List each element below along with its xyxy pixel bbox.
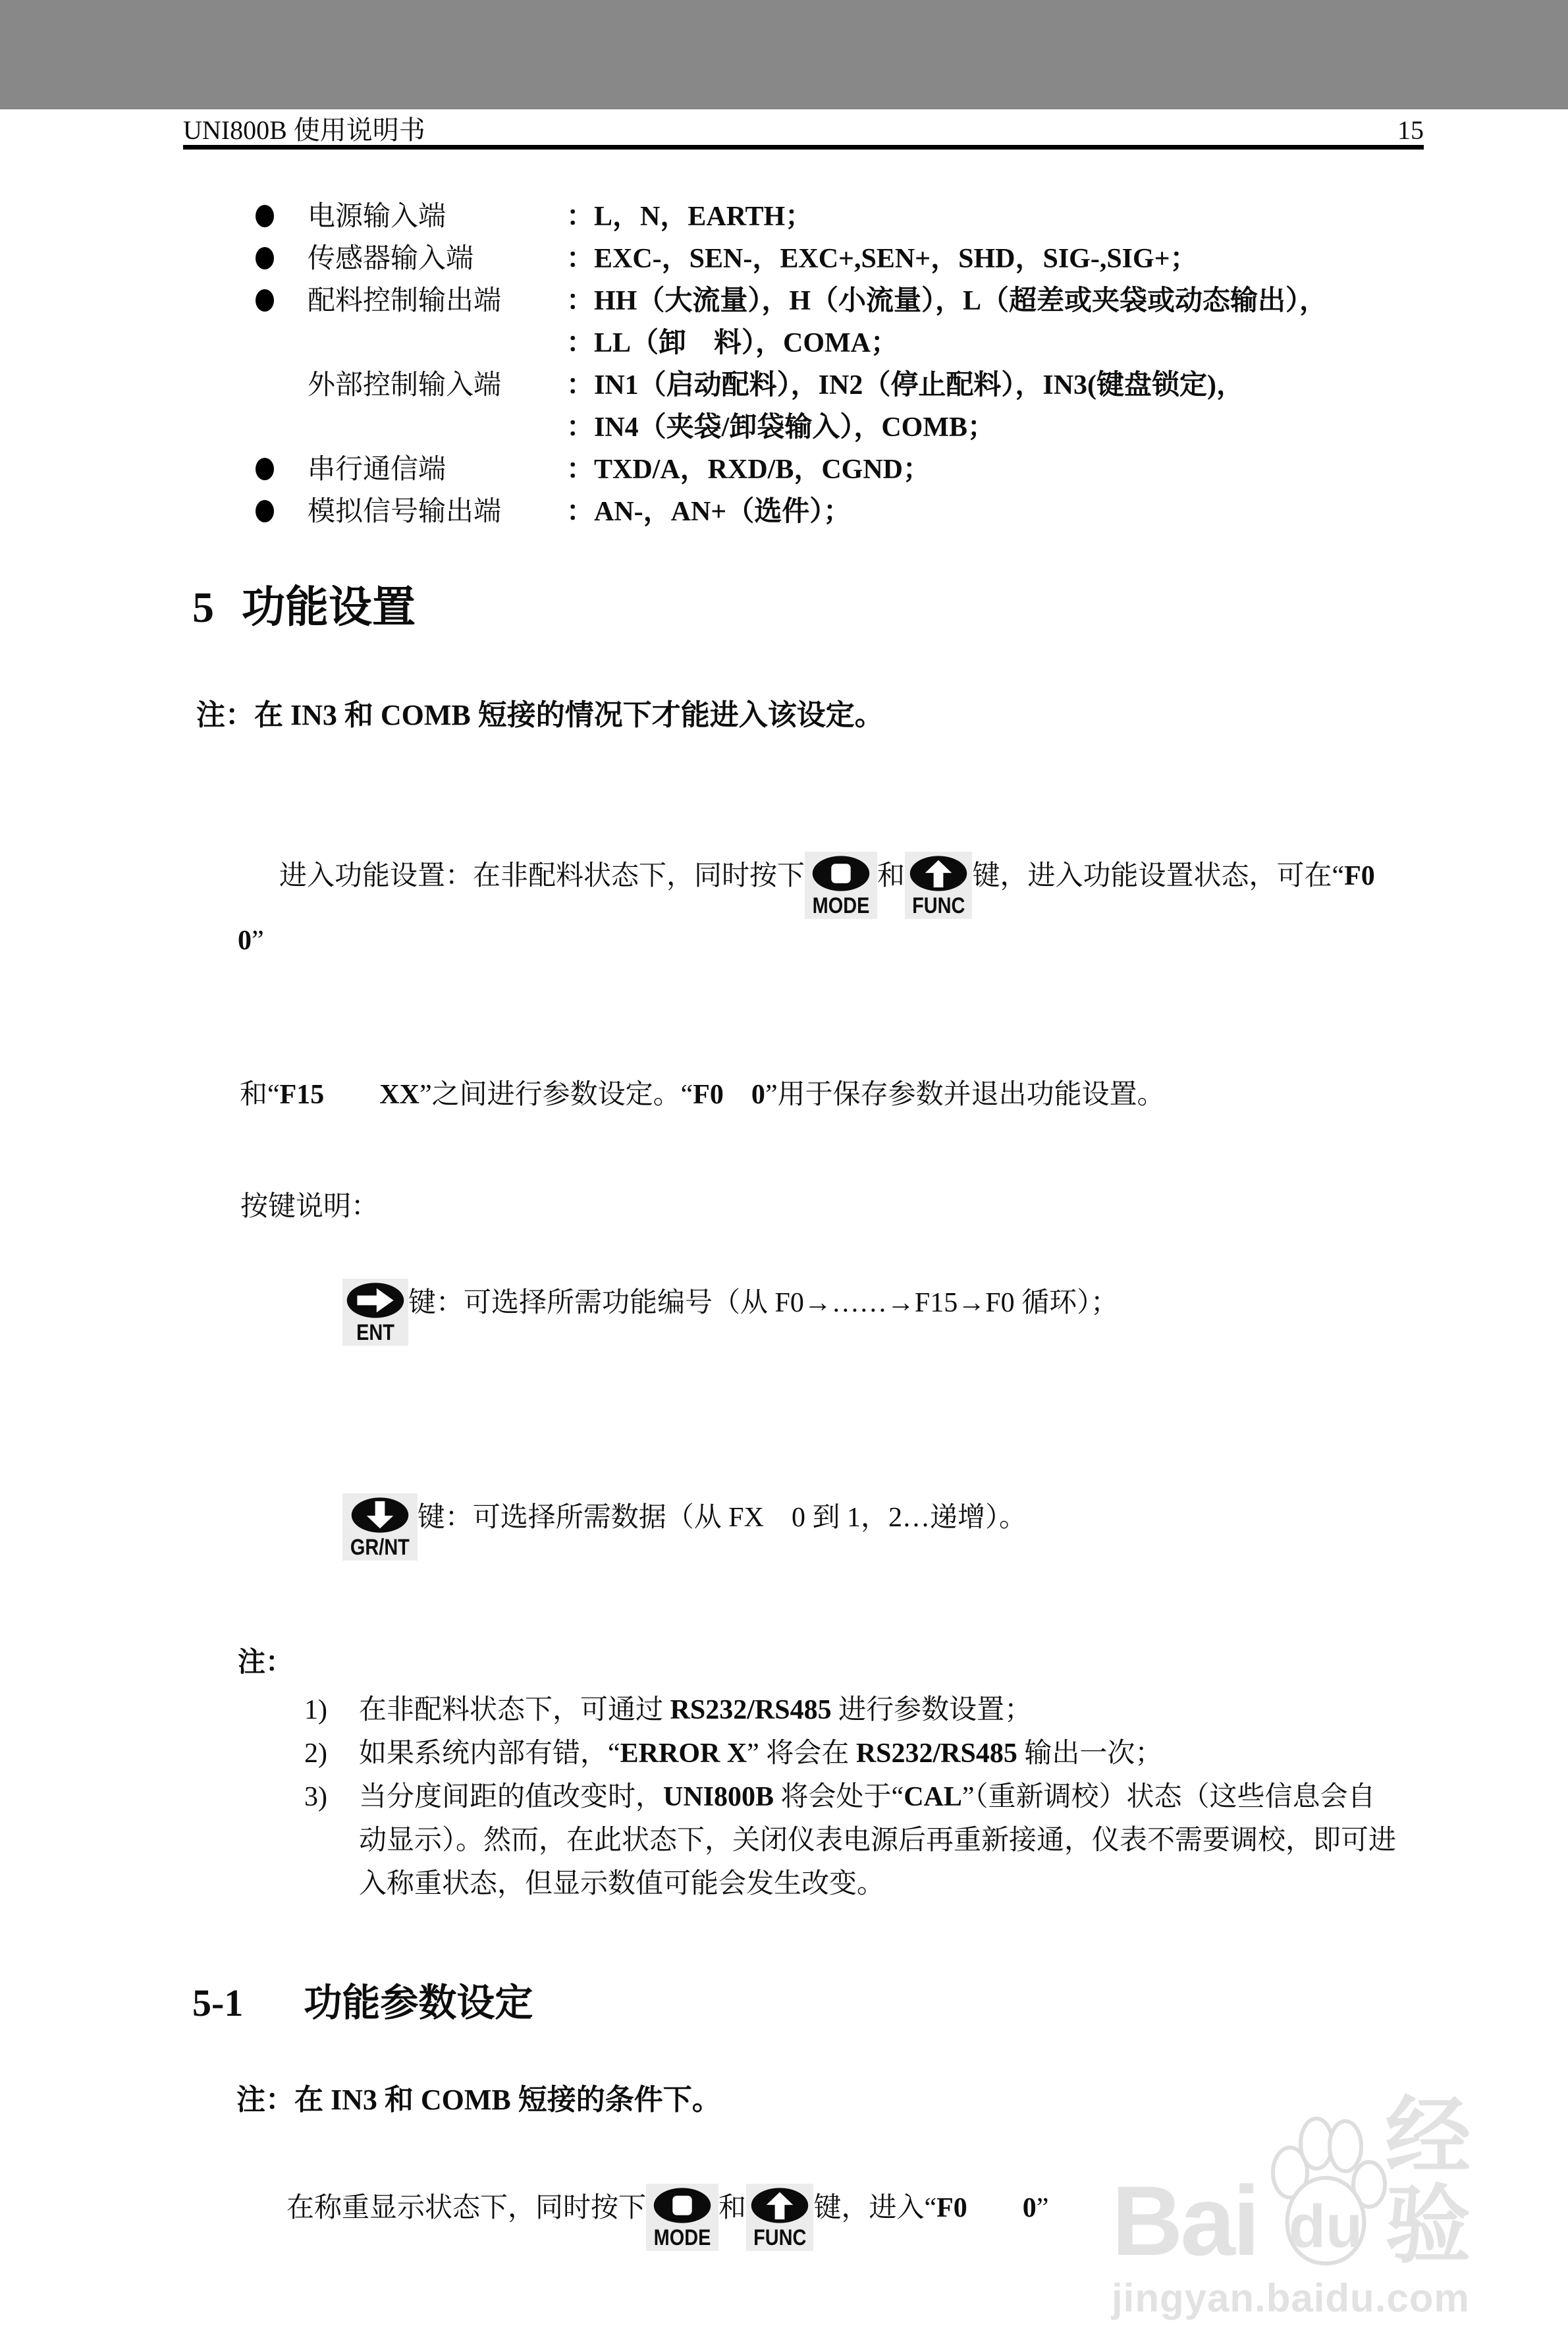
manual-page	[0, 109, 1568, 2328]
list-item	[183, 279, 1424, 321]
paragraph-line: 进入功能设置：在非配料状态下，同时按下 MODE 和 FUNC 键，进入功能设置状态，可在“F0 0”	[183, 808, 1424, 1006]
arrow-up-icon	[749, 2186, 810, 2225]
section-5-heading	[183, 582, 1424, 634]
grnt-key-label: GR/NT	[350, 1535, 410, 1560]
list-item	[183, 447, 1424, 489]
bullet-icon	[256, 289, 274, 312]
terminal-label: 配料控制输出端	[308, 286, 502, 316]
list-item	[183, 489, 1424, 532]
terminal-value: ：TXD/A，RXD/B，CGND；	[566, 455, 931, 485]
list-item	[183, 405, 1424, 447]
terminal-value: ：EXC-，SEN-，EXC+,SEN+，SHD，SIG-,SIG+；	[566, 244, 1198, 274]
mode-key	[646, 2184, 718, 2251]
bullet-icon	[256, 247, 274, 269]
arrow-right-icon	[345, 1281, 406, 1319]
ent-key	[342, 1279, 408, 1346]
func-key	[905, 852, 972, 919]
mode-key	[805, 852, 877, 919]
page-header	[183, 109, 1424, 145]
page-number: 15	[1397, 115, 1424, 145]
notes-list	[183, 1688, 1424, 1906]
mode-square-icon	[811, 854, 871, 893]
section-5-1-heading	[183, 1980, 1424, 2027]
section-5-1-note: 注：在 IN3 和 COMB 短接的条件下。	[236, 2084, 721, 2116]
ent-key-line	[183, 1235, 1424, 1389]
terminal-value: ：IN4（夹袋/卸袋输入），COMB；	[566, 412, 996, 443]
keys-heading: 按键说明：	[240, 1192, 379, 1222]
note-item: 1) 在非配料状态下，可通过 RS232/RS485 进行参数设置；	[183, 1688, 1424, 1732]
grnt-key	[342, 1493, 418, 1561]
terminal-value: ：AN-，AN+（选件）；	[566, 497, 852, 527]
bullet-icon	[256, 500, 274, 522]
watermark-du-text: du	[1289, 2193, 1363, 2260]
list-item	[183, 321, 1424, 363]
mode-square-icon	[652, 2186, 713, 2225]
note-item: 3) 当分度间距的值改变时，UNI800B 将会处于“CAL”（重新调校）状态（这些信息会自 动显示）。然而，在此状态下，关闭仪表电源后再重新接通，仪表不需要调校，即可进 入称重状态，但显示数值可能会发生改变。	[183, 1775, 1424, 1906]
doc-title: UNI800B 使用说明书	[183, 115, 425, 145]
note-number: 3)	[304, 1782, 327, 1812]
arrow-up-icon	[908, 854, 969, 893]
baidu-paw-icon	[1252, 2112, 1390, 2270]
terminal-label: 串行通信端	[308, 455, 446, 485]
terminal-label: 模拟信号输出端	[308, 497, 502, 527]
bullet-icon	[256, 458, 274, 480]
terminal-value: ：LL（卸 料），COMA；	[566, 328, 899, 358]
watermark-url: jingyan.baidu.com	[1112, 2276, 1470, 2320]
grnt-key-desc: 键：可选择所需数据（从 FX 0 到 1，2…递增）。	[417, 1503, 1027, 1533]
list-item	[183, 363, 1424, 405]
terminal-label: 外部控制输入端	[308, 370, 502, 401]
terminal-value: ：IN1（启动配料），IN2（停止配料），IN3(键盘锁定)，	[566, 370, 1245, 401]
ent-key-label: ENT	[356, 1320, 394, 1345]
bullet-icon	[256, 205, 274, 227]
section-title: 功能参数设定	[304, 1982, 533, 2024]
note-number: 2)	[304, 1738, 327, 1769]
baidu-jingyan-watermark	[1112, 2088, 1507, 2320]
terminal-label: 传感器输入端	[308, 244, 474, 274]
paragraph-line: 和“F15 XX”之间进行参数设定。“F0 0”用于保存参数并退出功能设置。	[240, 1080, 1165, 1110]
arrow-down-icon	[350, 1496, 410, 1534]
list-item	[183, 236, 1424, 279]
terminal-value: ：HH（大流量），H（小流量），L（超差或夹袋或动态输出），	[566, 286, 1328, 316]
grnt-key-line	[183, 1450, 1424, 1604]
ent-key-desc: 键：可选择所需功能编号（从 F0→……→F15→F0 循环）；	[408, 1288, 1119, 1318]
func-key-label: FUNC	[912, 893, 965, 918]
section-5-note: 注：在 IN3 和 COMB 短接的情况下才能进入该设定。	[196, 699, 884, 731]
section-title: 功能设置	[242, 584, 416, 632]
terminal-label: 电源输入端	[308, 202, 446, 232]
mode-key-label: MODE	[812, 893, 870, 918]
terminal-list	[183, 194, 1424, 532]
mode-key-label: MODE	[653, 2225, 711, 2250]
note-item: 2) 如果系统内部有错，“ERROR X” 将会在 RS232/RS485 输出一次；	[183, 1732, 1424, 1775]
section-number: 5-1	[192, 1982, 244, 2024]
func-key-label: FUNC	[753, 2225, 807, 2250]
func-key	[746, 2184, 813, 2251]
watermark-brand-latin: Bai	[1112, 2165, 1258, 2276]
list-item	[183, 194, 1424, 236]
terminal-value: ：L，N，EARTH；	[566, 202, 813, 232]
notes-heading: 注：	[238, 1648, 294, 1678]
watermark-brand-cn: 经验	[1385, 2088, 1471, 2273]
paragraph-line: 在称重显示状态下，同时按下 MODE 和 FUNC 键，进入“F0 0”	[183, 2140, 1424, 2294]
note-number: 1)	[304, 1695, 327, 1725]
section-number: 5	[192, 584, 214, 632]
